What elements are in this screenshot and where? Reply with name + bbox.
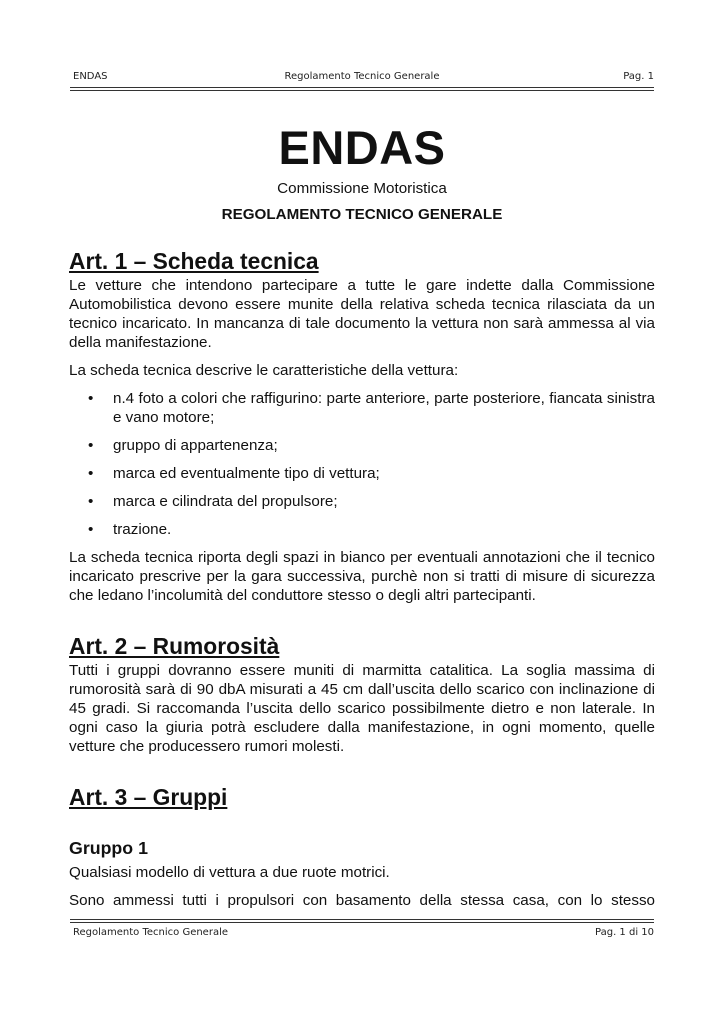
list-item: • marca e cilindrata del propulsore;	[88, 493, 338, 510]
list-item: • trazione.	[88, 521, 172, 538]
art1-paragraph-1: Le vetture che intendono partecipare a tutte le gare indette dalla Commissione Automobilistica devono essere munite della relativa scheda tecnica rilasciata da un tecnico incaricato. In mancanza di tale documento la vettura non sarà ammessa al via della manifestazione.	[69, 277, 655, 351]
header-left: ENDAS	[73, 71, 108, 82]
document-title: ENDAS	[278, 121, 446, 174]
header-divider	[70, 87, 654, 91]
regulation-title: REGOLAMENTO TECNICO GENERALE	[221, 206, 503, 223]
group1-heading: Gruppo 1	[69, 838, 148, 858]
document-subtitle: Commissione Motoristica	[277, 180, 447, 197]
bullet: •	[88, 437, 94, 454]
bullet: •	[88, 493, 94, 510]
page-header	[70, 71, 654, 85]
art1-heading: Art. 1 – Scheda tecnica	[69, 248, 319, 274]
art3-heading: Art. 3 – Gruppi	[69, 784, 228, 810]
art2-heading: Art. 2 – Rumorosità	[69, 633, 280, 659]
group1-paragraph-2: Sono ammessi tutti i propulsori con basamento della stessa casa, con lo stesso	[69, 892, 655, 909]
list-item: • marca ed eventualmente tipo di vettura;	[88, 465, 380, 482]
page-footer	[70, 927, 654, 941]
page-body	[69, 120, 655, 910]
list-item: • n.4 foto a colori che raffigurino: parte anteriore, parte posteriore, fiancata sinistra e vano motore;	[88, 390, 655, 426]
footer-left: Regolamento Tecnico Generale	[73, 927, 229, 938]
bullet: •	[88, 390, 94, 407]
art2-paragraph-1: Tutti i gruppi dovranno essere muniti di marmitta catalitica. La soglia massima di rumorosità sarà di 90 dbA misurati a 45 cm dall’uscita dello scarico con inclinazione di 45 gradi. Si raccomanda l’uscita dello scarico possibilmente dietro e non laterale. In ogni caso la giuria potrà escludere dalla manifestazione, in ogni momento, quelle vetture che producessero rumori molesti.	[69, 662, 655, 755]
bullet: •	[88, 465, 94, 482]
list-item: • gruppo di appartenenza;	[88, 437, 278, 454]
art1-feature-list	[69, 389, 655, 539]
header-center: Regolamento Tecnico Generale	[284, 71, 440, 82]
group1-paragraph-1: Qualsiasi modello di vettura a due ruote motrici.	[69, 864, 390, 881]
art1-paragraph-2: La scheda tecnica descrive le caratteristiche della vettura:	[69, 362, 459, 379]
bullet: •	[88, 521, 94, 538]
footer-page-number: Pag. 1 di 10	[595, 927, 654, 938]
header-page-number: Pag. 1	[623, 71, 654, 82]
art1-paragraph-3: La scheda tecnica riporta degli spazi in bianco per eventuali annotazioni che il tecnico incaricato prescrive per la gara successiva, purchè non si tratti di misure di sicurezza che ledano l’incolumità del conduttore stesso o degli altri partecipanti.	[69, 549, 655, 604]
footer-divider	[70, 919, 654, 923]
